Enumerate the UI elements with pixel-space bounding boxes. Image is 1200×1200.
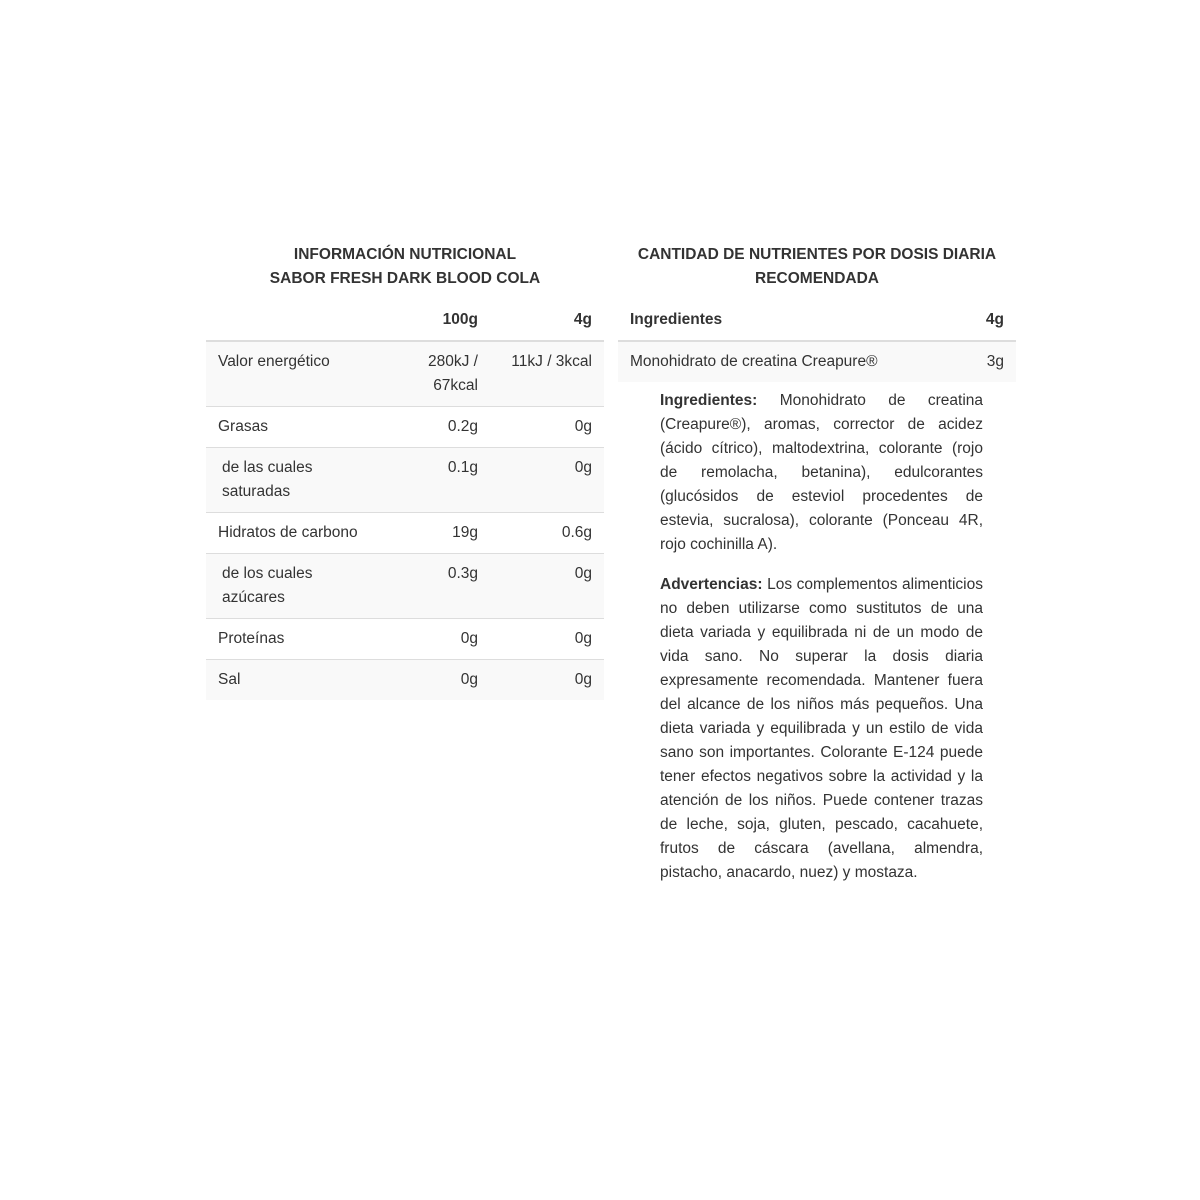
nutrient-value-100g: 280kJ / 67kcal — [380, 341, 490, 407]
nutrient-value-100g: 0.3g — [380, 554, 490, 619]
nutrient-name: Sal — [206, 660, 380, 701]
daily-dose-title — [618, 243, 1016, 291]
table-row — [206, 407, 604, 448]
dose-table-header-row — [618, 300, 1016, 341]
table-row — [206, 513, 604, 554]
ingredients-paragraph — [660, 389, 983, 557]
warnings-paragraph — [660, 573, 983, 885]
nutrient-name: de los cuales azúcares — [206, 554, 380, 619]
table-row — [618, 341, 1016, 382]
nutrient-value-4g: 0g — [490, 554, 604, 619]
warnings-text: Los complementos alimenticios no deben utilizarse como sustitutos de una dieta variada y equilibrada ni de un modo de vida sano. No superar la dosis diaria expresamente recomendada. Mantener fuera del alcance de los niños más pequeños. Una dieta variada y equilibrada y un estilo de vida sano son importantes. Colorante E-124 puede tener efectos negativos sobre la actividad y la atención de los niños. Puede contener trazas de leche, soja, gluten, pescado, cacahuete, frutos de cáscara (avellana, almendra, pistacho, anacardo, nuez) y mostaza. — [660, 576, 983, 881]
nutrient-name: Valor energético — [206, 341, 380, 407]
nutrient-value-4g: 0g — [490, 619, 604, 660]
nutrition-header-4g: 4g — [490, 300, 604, 341]
nutrient-value-4g: 0g — [490, 660, 604, 701]
table-row — [206, 341, 604, 407]
nutrition-info-title-line1: INFORMACIÓN NUTRICIONAL — [293, 246, 517, 263]
table-row — [206, 448, 604, 513]
nutrient-value-100g: 0.2g — [380, 407, 490, 448]
nutrition-info-title-line2: SABOR FRESH DARK BLOOD COLA — [269, 270, 541, 287]
nutrient-value-4g: 11kJ / 3kcal — [490, 341, 604, 407]
nutrition-table-header-row — [206, 300, 604, 341]
nutrient-value-100g: 19g — [380, 513, 490, 554]
nutrient-value-4g: 0.6g — [490, 513, 604, 554]
warnings-label: Advertencias: — [660, 576, 763, 593]
nutrient-value-100g: 0g — [380, 660, 490, 701]
nutrient-name: Proteínas — [206, 619, 380, 660]
daily-dose-title-line1: CANTIDAD DE NUTRIENTES POR DOSIS DIARIA — [637, 246, 997, 263]
daily-dose-title-line2: RECOMENDADA — [755, 270, 879, 287]
nutrient-name: de las cuales saturadas — [206, 448, 380, 513]
ingredients-label: Ingredientes: — [660, 392, 758, 409]
ingredients-text: Monohidrato de creatina (Creapure®), aromas, corrector de acidez (ácido cítrico), maltodextrina, colorante (rojo de remolacha, betanina), edulcorantes (glucósidos de esteviol procedentes de estevia, sucralosa), colorante (Ponceau 4R, rojo cochinilla A). — [660, 392, 983, 553]
dose-ingredient-amount: 3g — [938, 341, 1016, 382]
dose-header-4g: 4g — [938, 300, 1016, 341]
nutrition-table — [206, 300, 604, 700]
nutrient-value-4g: 0g — [490, 448, 604, 513]
dose-ingredient-name: Monohidrato de creatina Creapure® — [618, 341, 938, 382]
table-row — [206, 619, 604, 660]
nutrition-header-100g: 100g — [380, 300, 490, 341]
daily-dose-table — [618, 300, 1016, 382]
nutrient-value-4g: 0g — [490, 407, 604, 448]
nutrient-value-100g: 0.1g — [380, 448, 490, 513]
table-row — [206, 554, 604, 619]
nutrition-header-nutrient — [206, 300, 380, 341]
table-row — [206, 660, 604, 701]
dose-header-ingredients: Ingredientes — [618, 300, 938, 341]
nutrient-name: Grasas — [206, 407, 380, 448]
nutrient-value-100g: 0g — [380, 619, 490, 660]
nutrient-name: Hidratos de carbono — [206, 513, 380, 554]
nutrition-info-title — [206, 243, 604, 291]
